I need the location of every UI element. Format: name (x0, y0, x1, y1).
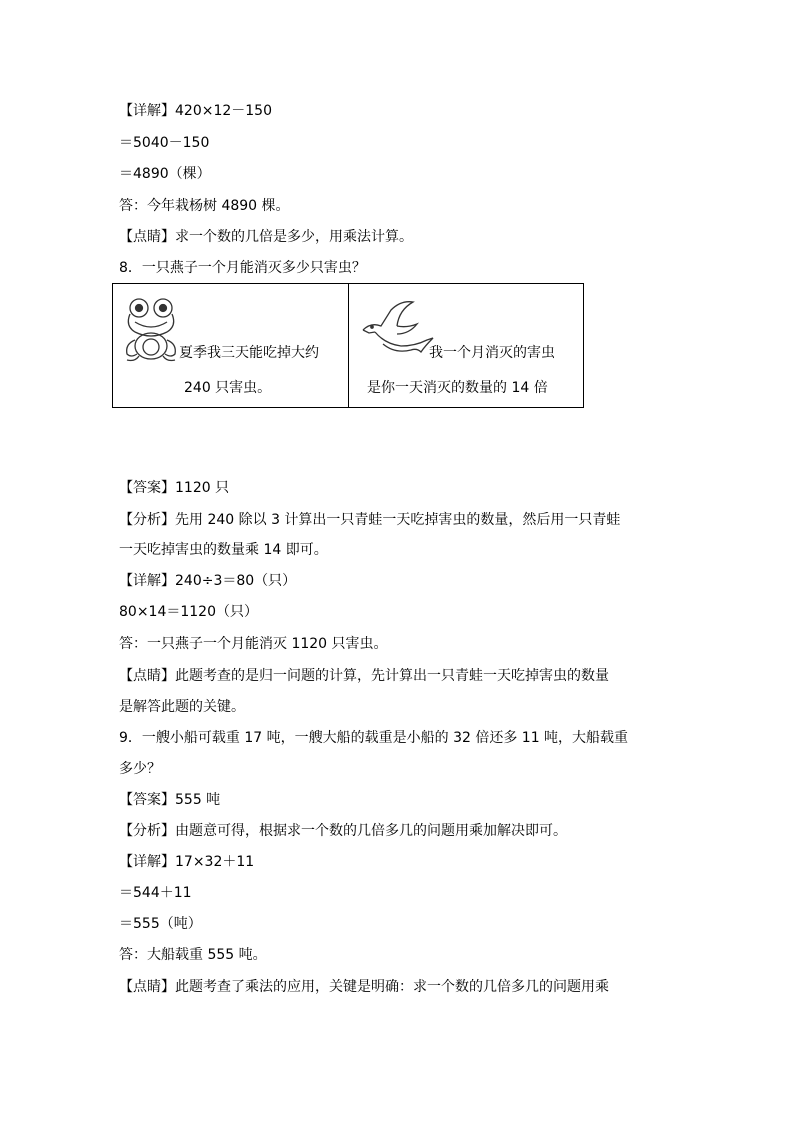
swallow-icon (361, 300, 433, 358)
question-9-line-2: 多少？ (119, 761, 161, 777)
detail-8-line-2: 80×14＝1120（只） (119, 604, 258, 620)
comment-line: 【点睛】求一个数的几倍是多少，用乘法计算。 (119, 229, 413, 245)
question-9-line-1: 9．一艘小船可载重 17 吨，一艘大船的载重是小船的 32 倍还多 11 吨，大船载重 (119, 730, 629, 746)
analysis-8-line-1: 【分析】先用 240 除以 3 计算出一只青蛙一天吃掉害虫的数量，然后用一只青蛙 (119, 512, 621, 528)
comment-9-line-1: 【点睛】此题考查了乘法的应用，关键是明确：求一个数的几倍多几的问题用乘 (119, 979, 609, 995)
answer-8: 【答案】1120 只 (119, 480, 230, 496)
answer-8-text: 答：一只燕子一个月能消灭 1120 只害虫。 (119, 636, 388, 652)
answer-9-text: 答：大船载重 555 吨。 (119, 947, 267, 963)
detail-8-line-1: 【详解】240÷3＝80（只） (119, 573, 297, 589)
detail-9-line-3: ＝555（吨） (119, 916, 202, 932)
detail-line-1: 【详解】420×12－150 (119, 103, 272, 119)
comment-8-line-1: 【点睛】此题考查的是归一问题的计算，先计算出一只青蛙一天吃掉害虫的数量 (119, 668, 609, 684)
detail-line-3: ＝4890（棵） (119, 166, 211, 182)
detail-9-line-1: 【详解】17×32＋11 (119, 854, 255, 870)
answer-9: 【答案】555 吨 (119, 792, 221, 808)
analysis-9: 【分析】由题意可得，根据求一个数的几倍多几的问题用乘加解决即可。 (119, 823, 567, 839)
figure-divider (348, 284, 349, 407)
detail-line-2: ＝5040－150 (119, 135, 210, 151)
question-8: 8．一只燕子一个月能消灭多少只害虫？ (119, 260, 366, 276)
question-8-figure (112, 283, 584, 408)
frog-speech-line-1: 夏季我三天能吃掉大约 (179, 345, 319, 361)
answer-line: 答：今年栽杨树 4890 棵。 (119, 198, 290, 214)
frog-icon (121, 296, 181, 362)
swallow-speech-line-2: 是你一天消灭的数量的 14 倍 (367, 380, 548, 396)
analysis-8-line-2: 一天吃掉害虫的数量乘 14 即可。 (119, 542, 328, 558)
detail-9-line-2: ＝544＋11 (119, 885, 192, 901)
comment-8-line-2: 是解答此题的关键。 (119, 699, 245, 715)
frog-speech-line-2: 240 只害虫。 (184, 380, 272, 396)
swallow-speech-line-1: 我一个月消灭的害虫 (429, 345, 555, 361)
